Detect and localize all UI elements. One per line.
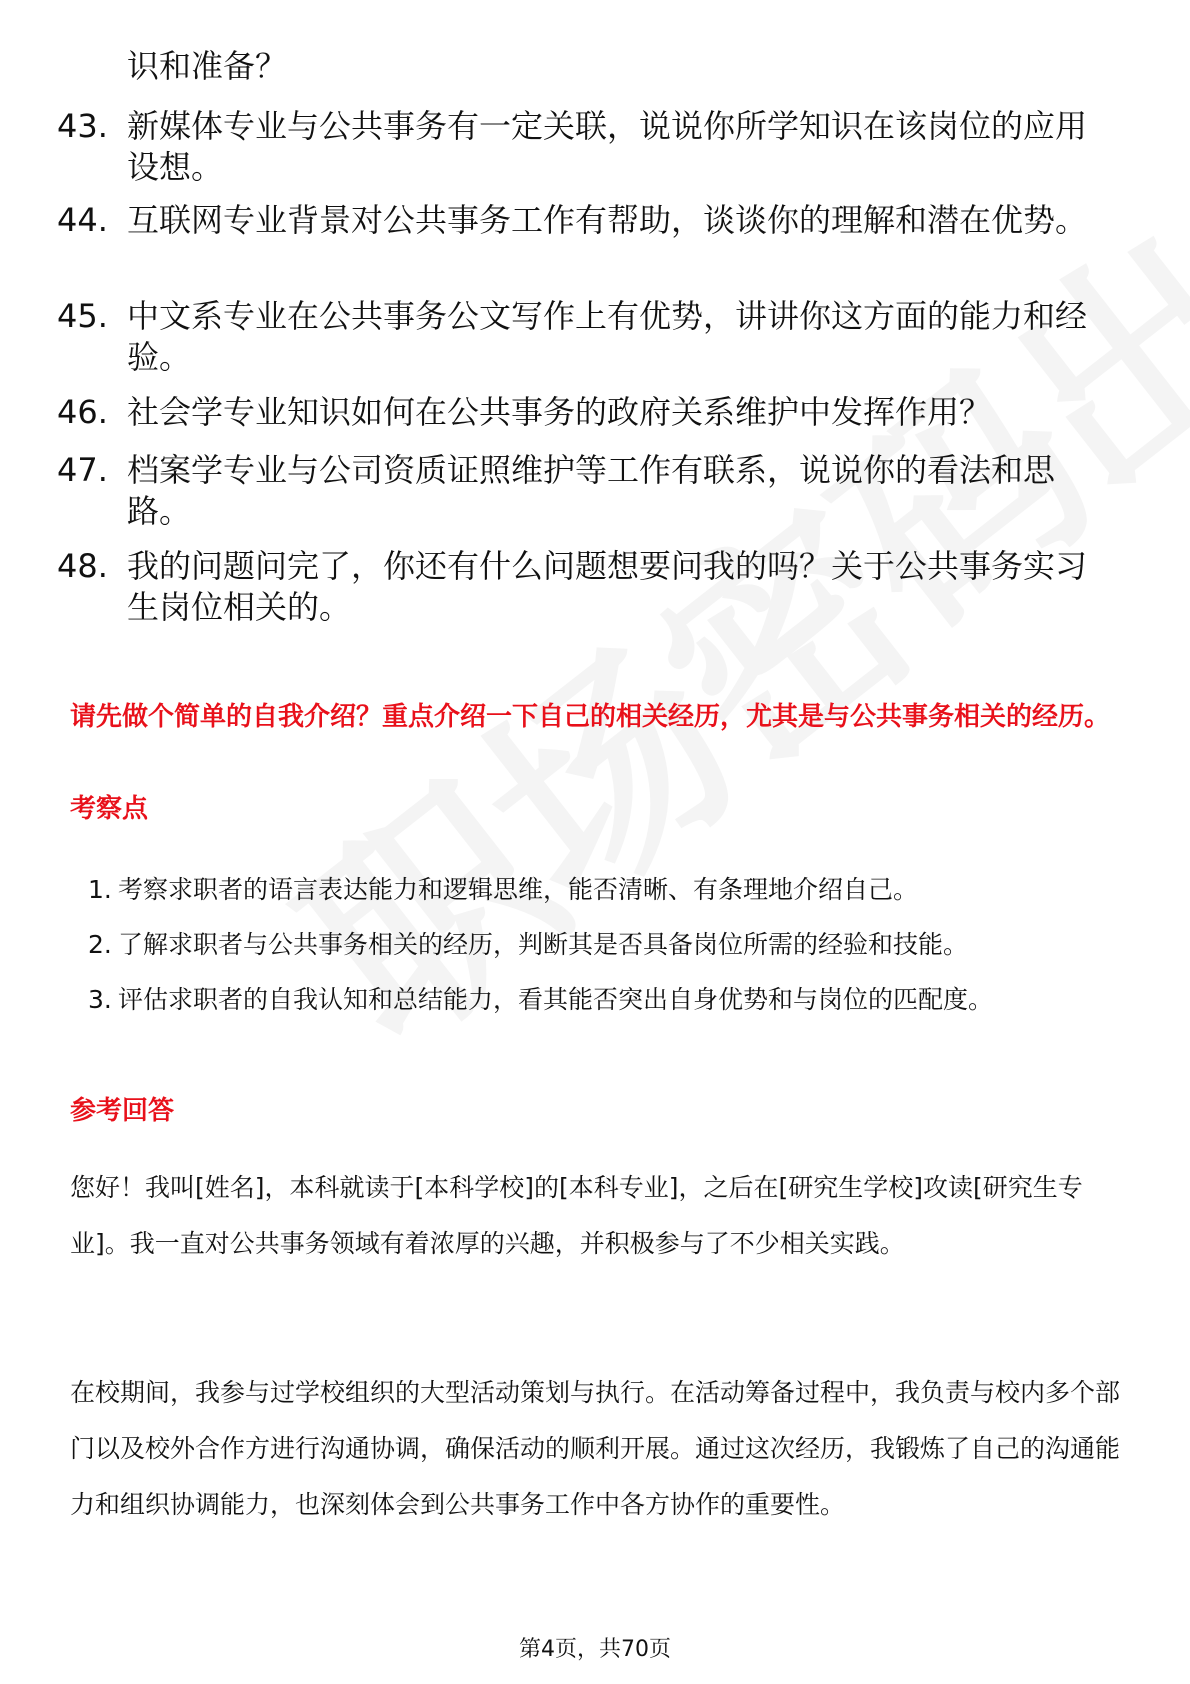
assessment-item xyxy=(70,917,1130,972)
reference-paragraph: 在校期间，我参与过学校组织的大型活动策划与执行。在活动筹备过程中，我负责与校内多个部门以及校外合作方进行沟通协调，确保活动的顺利开展。通过这次经历，我锻炼了自己的沟通能力和组织协调能力，也深刻体会到公共事务工作中各方协作的重要性。 xyxy=(70,1378,1121,1519)
question-number: 44. xyxy=(57,201,108,239)
question-number: 47. xyxy=(57,451,108,489)
reference-paragraph: 您好！我叫[姓名]，本科就读于[本科学校]的[本科专业]，之后在[研究生学校]攻读[研究生专业]。我一直对公共事务领域有着浓厚的兴趣，并积极参与了不少相关实践。 xyxy=(70,1173,1083,1258)
question-item-45 xyxy=(57,296,1117,378)
assessment-text: 评估求职者的自我认知和总结能力，看其能否突出自身优势和与岗位的匹配度。 xyxy=(118,985,994,1014)
question-item-46 xyxy=(57,392,1117,433)
page-number: 第4页，共70页 xyxy=(519,1637,671,1662)
assessment-text: 考察求职者的语言表达能力和逻辑思维，能否清晰、有条理地介绍自己。 xyxy=(118,875,919,904)
assessment-heading: 考察点 xyxy=(70,794,149,824)
question-text: 中文系专业在公共事务公文写作上有优势，讲讲你这方面的能力和经验。 xyxy=(127,297,1088,376)
assessment-text: 了解求职者与公共事务相关的经历，判断其是否具备岗位所需的经验和技能。 xyxy=(118,930,969,959)
highlight-question: 请先做个简单的自我介绍？重点介绍一下自己的相关经历，尤其是与公共事务相关的经历。 xyxy=(70,702,1111,732)
question-number: 45. xyxy=(57,297,108,335)
question-number: 46. xyxy=(57,393,108,431)
assessment-number: 1. xyxy=(88,875,112,904)
question-text: 我的问题问完了，你还有什么问题想要问我的吗？关于公共事务实习生岗位相关的。 xyxy=(127,547,1088,626)
question-continuation xyxy=(57,46,1117,87)
assessment-item xyxy=(70,862,1130,917)
question-text: 识和准备？ xyxy=(127,47,288,85)
question-text: 互联网专业背景对公共事务工作有帮助，谈谈你的理解和潜在优势。 xyxy=(127,201,1088,239)
question-text: 新媒体专业与公共事务有一定关联，说说你所学知识在该岗位的应用设想。 xyxy=(127,107,1088,186)
reference-heading: 参考回答 xyxy=(70,1096,175,1126)
assessment-list xyxy=(70,862,1130,1027)
question-item-44 xyxy=(57,200,1117,241)
question-text: 档案学专业与公司资质证照维护等工作有联系，说说你的看法和思路。 xyxy=(127,451,1056,530)
assessment-number: 3. xyxy=(88,985,112,1014)
question-text: 社会学专业知识如何在公共事务的政府关系维护中发挥作用？ xyxy=(127,393,992,431)
assessment-number: 2. xyxy=(88,930,112,959)
question-number: 43. xyxy=(57,107,108,145)
question-item-43 xyxy=(57,106,1117,188)
assessment-item xyxy=(70,972,1130,1027)
question-item-47 xyxy=(57,450,1117,532)
question-item-48 xyxy=(57,546,1117,628)
question-number: 48. xyxy=(57,547,108,585)
